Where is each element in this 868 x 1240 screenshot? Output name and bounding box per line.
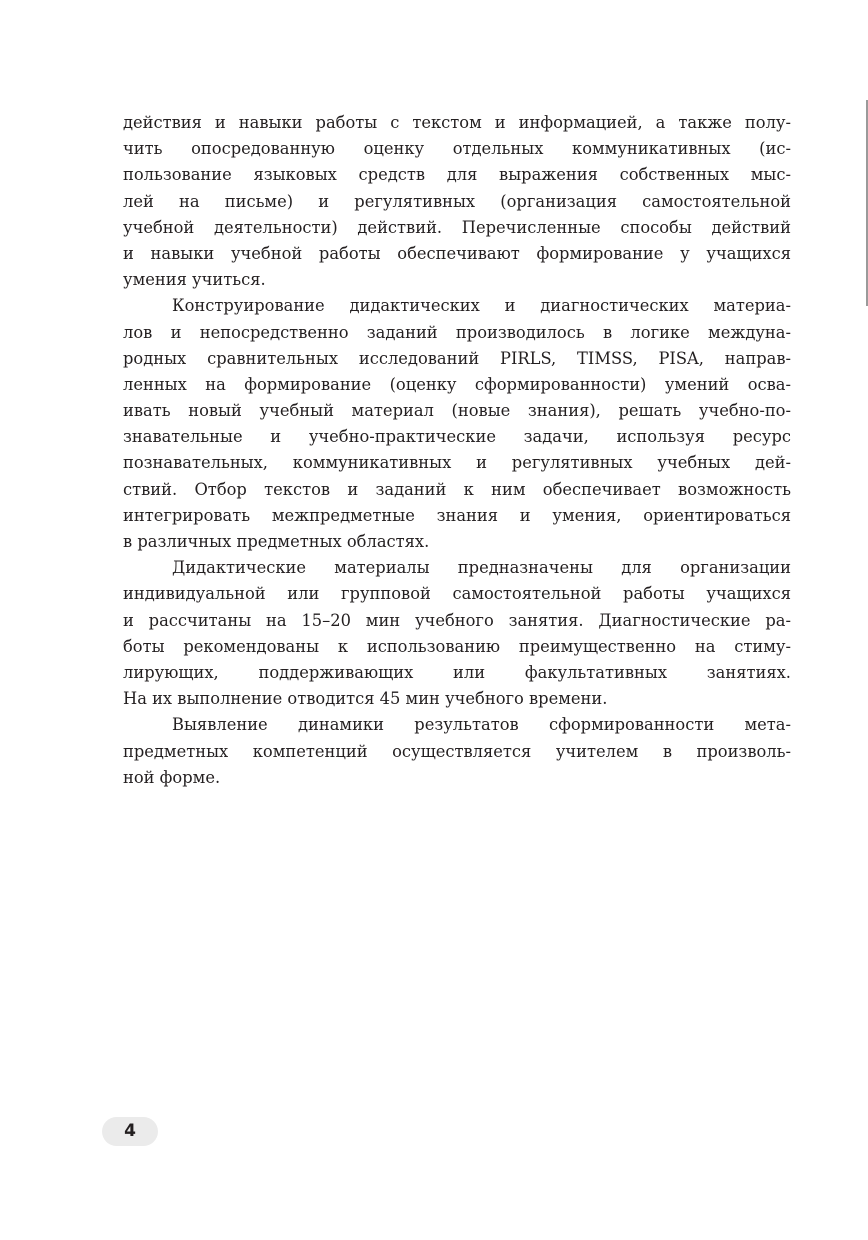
text-line: Конструирование дидактических и диагностических материа- [172,296,791,316]
body-text [123,110,791,791]
paragraph [123,293,791,555]
text-line: Выявление динамики результатов сформированности мета- [172,715,791,735]
text-line: действия и навыки работы с текстом и информацией, а также полу- [123,113,791,132]
text-line: умения учиться. [123,270,266,290]
text-line: ленных на формирование (оценку сформированности) умений осва- [123,374,791,394]
text-line: ствий. Отбор текстов и заданий к ним обеспечивает возможность [123,479,791,499]
text-line: в различных предметных областях. [123,532,430,551]
text-line: интегрировать межпредметные знания и умения, ориентироваться [123,505,791,525]
text-line: лирующих, поддерживающих или факультативных занятиях. [123,662,791,682]
text-line: пользование языковых средств для выражения собственных мыс- [123,165,791,185]
paragraph [123,712,791,791]
text-line: ивать новый учебный материал (новые знания), решать учебно-по- [123,401,791,421]
text-line: и навыки учебной работы обеспечивают формирование у учащихся [123,243,791,263]
text-line: чить опосредованную оценку отдельных коммуникативных (ис- [123,139,791,159]
text-line: и рассчитаны на 15–20 мин учебного занятия. Диагностические ра- [123,610,791,630]
text-line: лов и непосредственно заданий производилось в логике междуна- [123,322,791,342]
text-line: родных сравнительных исследований PIRLS, TIMSS, PISA, направ- [123,348,791,368]
text-line: лей на письме) и регулятивных (организация самостоятельной [123,191,791,211]
text-line: знавательные и учебно-практические задачи, используя ресурс [123,427,791,447]
text-line: На их выполнение отводится 45 мин учебного времени. [123,689,608,709]
text-line: Дидактические материалы предназначены для организации [172,558,791,578]
paragraph [123,555,791,712]
text-line: индивидуальной или групповой самостоятельной работы учащихся [123,584,791,604]
text-line: предметных компетенций осуществляется учителем в произволь- [123,741,791,761]
text-line: учебной деятельности) действий. Перечисленные способы действий [123,217,791,237]
text-line: познавательных, коммуникативных и регулятивных учебных дей- [123,453,791,473]
text-line: боты рекомендованы к использованию преимущественно на стиму- [123,636,791,656]
paragraph [123,110,791,293]
text-line: ной форме. [123,767,221,787]
page-number: 4 [102,1117,158,1146]
